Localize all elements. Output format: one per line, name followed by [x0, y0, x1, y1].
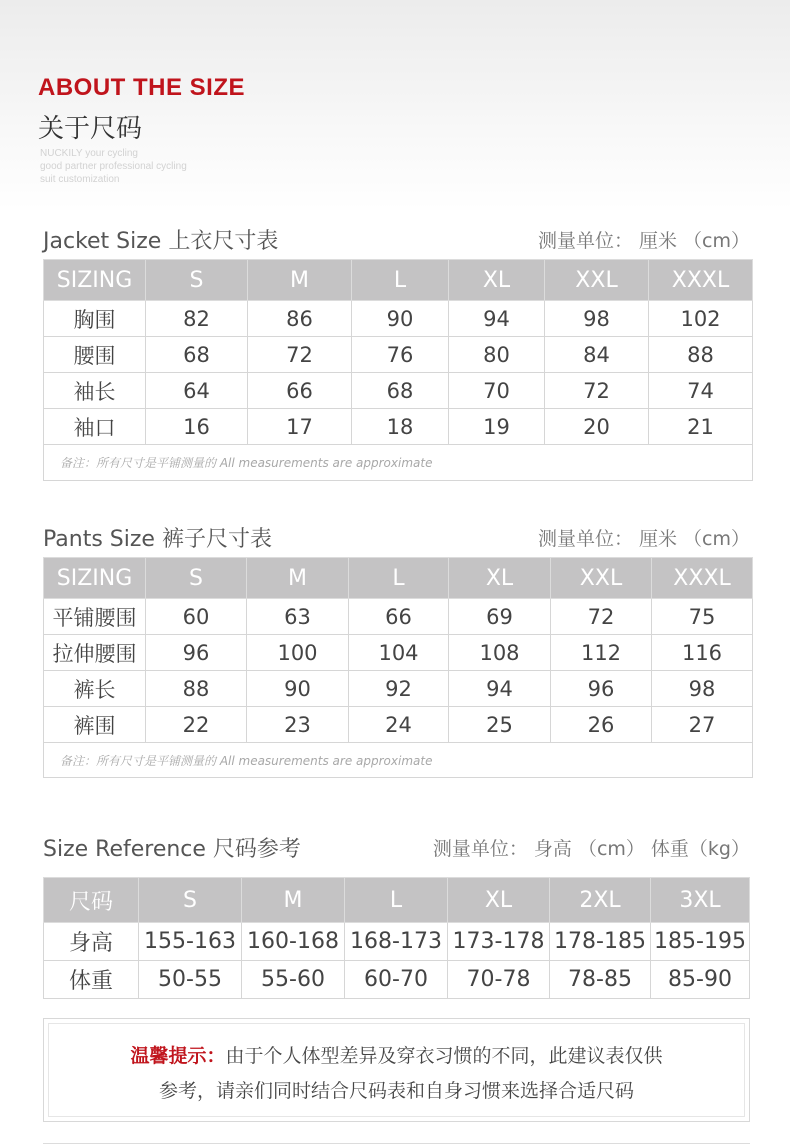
measure-value-cell: 68	[352, 373, 449, 409]
size-header-cell: XXXL	[652, 558, 753, 599]
measure-value-cell: 98	[545, 301, 649, 337]
measure-value-cell: 21	[649, 409, 753, 445]
note-row	[44, 445, 753, 481]
measure-value-cell: 96	[551, 671, 652, 707]
measure-value-cell: 104	[349, 635, 449, 671]
measure-value-cell: 100	[247, 635, 349, 671]
jacket-unit-label: 测量单位： 厘米 （cm）	[537, 230, 750, 252]
size-header-cell: M	[242, 878, 345, 923]
measure-value-cell: 55-60	[242, 961, 345, 999]
measure-value-cell: 168-173	[345, 923, 448, 961]
measure-value-cell: 78-85	[550, 961, 651, 999]
size-header-cell: XL	[449, 260, 545, 301]
measure-value-cell: 72	[248, 337, 352, 373]
measure-label-cell: 平铺腰围	[44, 599, 146, 635]
table-row	[44, 671, 753, 707]
measure-value-cell: 96	[146, 635, 247, 671]
table-row	[44, 301, 753, 337]
measurement-note: 备注：所有尺寸是平铺测量的 All measurements are approximate	[44, 743, 753, 778]
measure-value-cell: 25	[449, 707, 551, 743]
measure-value-cell: 64	[146, 373, 248, 409]
measure-label-cell: 胸围	[44, 301, 146, 337]
tip-text-1: 由于个人体型差异及穿衣习惯的不同，此建议表仅供	[225, 1045, 663, 1067]
measure-value-cell: 94	[449, 301, 545, 337]
tip-text-2: 参考，请亲们同时结合尺码表和自身习惯来选择合适尺码	[158, 1080, 634, 1102]
size-header-cell: XXL	[551, 558, 652, 599]
measure-value-cell: 27	[652, 707, 753, 743]
measure-value-cell: 90	[352, 301, 449, 337]
tagline-line: suit customization	[40, 174, 120, 185]
measure-value-cell: 68	[146, 337, 248, 373]
size-reference-table	[43, 877, 750, 999]
table-row	[44, 707, 753, 743]
page-title-zh: 关于尺码	[38, 114, 143, 144]
jacket-size-table	[43, 259, 753, 481]
size-header-cell: XL	[448, 878, 550, 923]
pants-section-title: Pants Size 裤子尺寸表	[43, 527, 272, 552]
measure-value-cell: 86	[248, 301, 352, 337]
brand-tagline	[40, 147, 187, 186]
header-label-cell: SIZING	[44, 260, 146, 301]
measure-value-cell: 20	[545, 409, 649, 445]
size-header-cell: L	[349, 558, 449, 599]
measure-label-cell: 袖口	[44, 409, 146, 445]
size-header-cell: S	[139, 878, 242, 923]
measure-value-cell: 26	[551, 707, 652, 743]
size-header-cell: S	[146, 558, 247, 599]
measure-value-cell: 88	[146, 671, 247, 707]
measure-value-cell: 70-78	[448, 961, 550, 999]
measure-value-cell: 108	[449, 635, 551, 671]
measure-value-cell: 60	[146, 599, 247, 635]
measure-value-cell: 75	[652, 599, 753, 635]
size-header-cell: 3XL	[651, 878, 750, 923]
measure-value-cell: 82	[146, 301, 248, 337]
tagline-line: NUCKILY your cycling	[40, 148, 138, 159]
measure-label-cell: 身高	[44, 923, 139, 961]
measure-value-cell: 155-163	[139, 923, 242, 961]
reference-unit-label: 测量单位： 身高 （cm） 体重（kg）	[432, 838, 750, 860]
table-header-row	[44, 260, 753, 301]
measure-value-cell: 90	[247, 671, 349, 707]
pants-size-table	[43, 557, 753, 778]
measure-value-cell: 85-90	[651, 961, 750, 999]
measure-value-cell: 19	[449, 409, 545, 445]
size-header-cell: M	[248, 260, 352, 301]
size-header-cell: XXL	[545, 260, 649, 301]
note-row	[44, 743, 753, 778]
measure-value-cell: 23	[247, 707, 349, 743]
header-label-cell: SIZING	[44, 558, 146, 599]
measure-value-cell: 66	[349, 599, 449, 635]
tagline-line: good partner professional cycling	[40, 161, 187, 172]
bottom-divider	[43, 1143, 750, 1144]
measure-label-cell: 体重	[44, 961, 139, 999]
measurement-note: 备注：所有尺寸是平铺测量的 All measurements are approximate	[44, 445, 753, 481]
table-row	[44, 923, 750, 961]
measure-value-cell: 22	[146, 707, 247, 743]
measure-value-cell: 80	[449, 337, 545, 373]
measure-label-cell: 袖长	[44, 373, 146, 409]
measure-value-cell: 72	[545, 373, 649, 409]
tip-box	[43, 1018, 750, 1122]
jacket-section-title: Jacket Size 上衣尺寸表	[43, 229, 279, 254]
measure-value-cell: 69	[449, 599, 551, 635]
measure-value-cell: 24	[349, 707, 449, 743]
measure-value-cell: 178-185	[550, 923, 651, 961]
size-header-cell: L	[345, 878, 448, 923]
measure-value-cell: 92	[349, 671, 449, 707]
measure-value-cell: 88	[649, 337, 753, 373]
table-row	[44, 373, 753, 409]
table-row	[44, 337, 753, 373]
measure-label-cell: 裤围	[44, 707, 146, 743]
pants-unit-label: 测量单位： 厘米 （cm）	[537, 528, 750, 550]
tip-line-2	[44, 1076, 749, 1103]
size-header-cell: M	[247, 558, 349, 599]
table-header-row	[44, 878, 750, 923]
measure-value-cell: 84	[545, 337, 649, 373]
tip-line-1	[44, 1041, 749, 1068]
measure-value-cell: 18	[352, 409, 449, 445]
tip-label: 温馨提示：	[130, 1045, 226, 1067]
measure-value-cell: 160-168	[242, 923, 345, 961]
measure-value-cell: 63	[247, 599, 349, 635]
size-header-cell: 2XL	[550, 878, 651, 923]
measure-value-cell: 185-195	[651, 923, 750, 961]
header-label-cell: 尺码	[44, 878, 139, 923]
measure-value-cell: 66	[248, 373, 352, 409]
measure-value-cell: 72	[551, 599, 652, 635]
page-title-en: ABOUT THE SIZE	[38, 74, 246, 101]
measure-label-cell: 裤长	[44, 671, 146, 707]
measure-value-cell: 17	[248, 409, 352, 445]
measure-label-cell: 腰围	[44, 337, 146, 373]
measure-value-cell: 76	[352, 337, 449, 373]
size-header-cell: L	[352, 260, 449, 301]
measure-value-cell: 70	[449, 373, 545, 409]
measure-value-cell: 116	[652, 635, 753, 671]
measure-value-cell: 16	[146, 409, 248, 445]
reference-section-title: Size Reference 尺码参考	[43, 837, 301, 862]
measure-value-cell: 94	[449, 671, 551, 707]
table-row	[44, 409, 753, 445]
table-header-row	[44, 558, 753, 599]
table-row	[44, 961, 750, 999]
measure-label-cell: 拉伸腰围	[44, 635, 146, 671]
measure-value-cell: 102	[649, 301, 753, 337]
measure-value-cell: 74	[649, 373, 753, 409]
size-header-cell: XL	[449, 558, 551, 599]
measure-value-cell: 112	[551, 635, 652, 671]
measure-value-cell: 173-178	[448, 923, 550, 961]
measure-value-cell: 98	[652, 671, 753, 707]
measure-value-cell: 60-70	[345, 961, 448, 999]
measure-value-cell: 50-55	[139, 961, 242, 999]
size-header-cell: XXXL	[649, 260, 753, 301]
table-row	[44, 599, 753, 635]
table-row	[44, 635, 753, 671]
size-header-cell: S	[146, 260, 248, 301]
